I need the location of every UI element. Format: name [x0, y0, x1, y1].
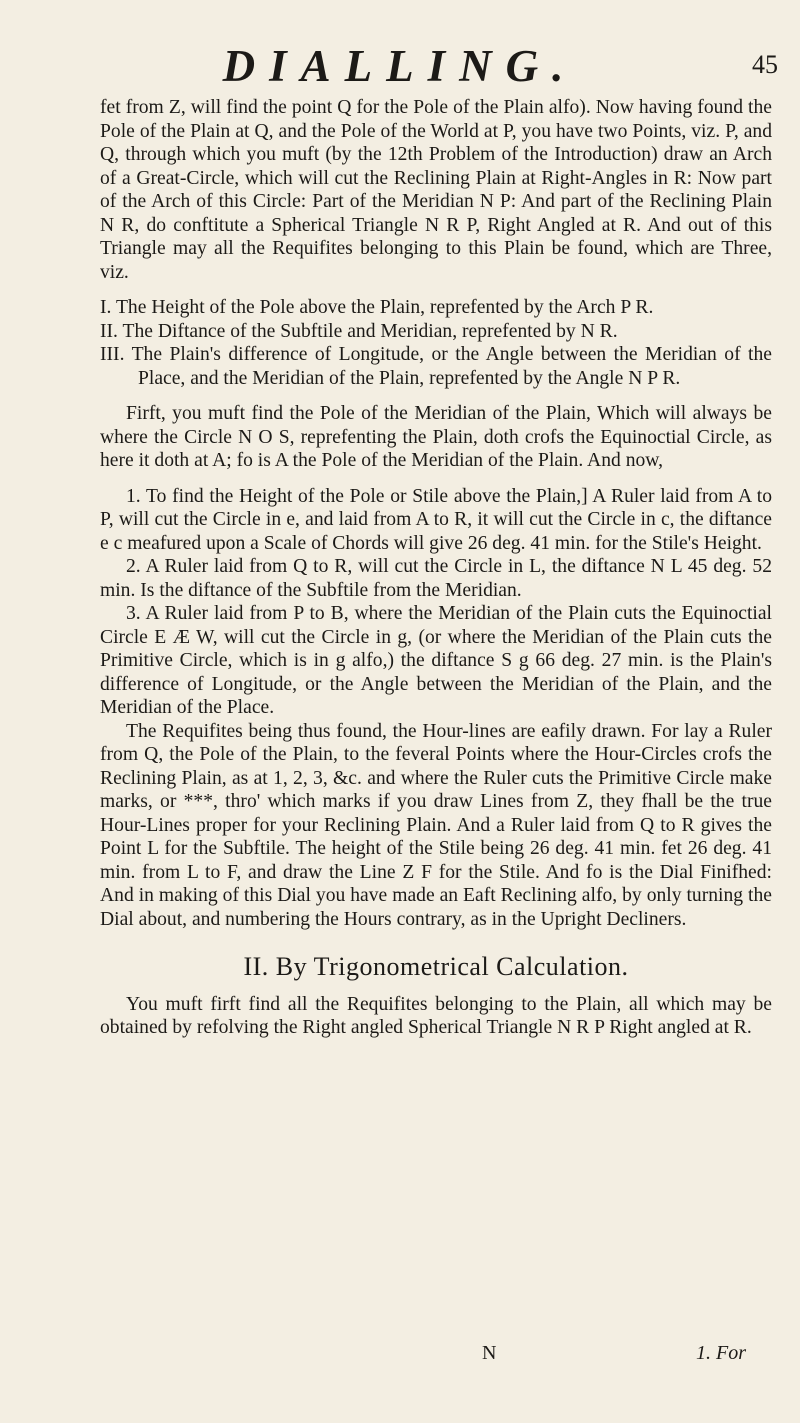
signature-mark: N — [482, 1342, 497, 1364]
paragraph: The Requifites being thus found, the Hour-lines are eafily drawn. For lay a Ruler from Q, the Pole of the Plain, to the feveral Points where the Hour-Circles crofs the Reclining Plain, as at 1, 2, 3, &c. and where the Ruler cuts the Primitive Circle make marks, or ***, thro' which marks if you draw Lines from Z, they fhall be the true Hour-Lines proper for your Reclining Plain. And a Ruler laid from Q to R gives the Point L for the Subftile. The height of the Stile being 26 deg. 41 min. fet 26 deg. 41 min. from L to F, and draw the Line Z F for the Stile. And fo is the Dial Finifhed: And in making of this Dial you have made an Eaft Reclining alfo, by only turning the Dial about, and numbering the Hours contrary, as in the Upright Decliners. — [100, 720, 772, 930]
section-heading: II. By Trigonometrical Calculation. — [243, 952, 629, 981]
numbered-step: 2. A Ruler laid from Q to R, will cut the Circle in L, the diftance N L 45 deg. 52 min. Is the diftance of the Subftile from the Meridian. — [100, 556, 772, 601]
paragraph: Firft, you muft find the Pole of the Meridian of the Plain, Which will always be where the Circle N O S, reprefenting the Plain, doth crofs the Equinoctial Circle, as here it doth at A; fo is A the Pole of the Meridian of the Plain. And now, — [100, 403, 772, 471]
page-footer — [0, 1342, 800, 1372]
body-text — [100, 96, 772, 1040]
page-number: 45 — [752, 50, 778, 79]
requisite-item: I. The Height of the Pole above the Plain, reprefented by the Arch P R. — [100, 297, 654, 318]
requisite-item: III. The Plain's difference of Longitude, or the Angle between the Meridian of the Place, and the Meridian of the Plain, reprefented by the Angle N P R. — [100, 344, 772, 389]
requisite-item: II. The Diftance of the Subftile and Meridian, reprefented by N R. — [100, 320, 618, 342]
numbered-step: 1. To find the Height of the Pole or Stile above the Plain,] A Ruler laid from A to P, will cut the Circle in e, and laid from A to R, it will cut the Circle in c, the diftance e c meafured upon a Scale of Chords will give 26 deg. 41 min. for the Stile's Height. — [100, 485, 772, 554]
catchword: 1. For — [696, 1342, 746, 1364]
running-title: DIALLING. — [222, 41, 578, 91]
paragraph: You muft firft find all the Requifites belonging to the Plain, all which may be obtained by refolving the Right angled Spherical Triangle N R P Right angled at R. — [100, 993, 772, 1038]
numbered-step: 3. A Ruler laid from P to B, where the Meridian of the Plain cuts the Equinoctial Circle E Æ W, will cut the Circle in g, (or where the Meridian of the Plain cuts the Primitive Circle, which is in g alfo,) the diftance S g 66 deg. 27 min. is the Plain's difference of Longitude, or the Angle between the Meridian of the Plain, and the Meridian of the Place. — [100, 603, 772, 718]
paragraph: fet from Z, will find the point Q for the Pole of the Plain alfo). Now having found the Pole of the Plain at Q, and the Pole of the World at P, you have two Points, viz. P, and Q, through which you muft (by the 12th Problem of the Introduction) draw an Arch of a Great-Circle, which will cut the Reclining Plain at Right-Angles in R: Now part of the Arch of this Circle: Part of the Meridian N P: And part of the Reclining Plain N R, do conftitute a Spherical Triangle N R P, Right Angled at R. And out of this Triangle may all the Requifites belonging to this Plain be found, which are Three, viz. — [100, 97, 772, 283]
